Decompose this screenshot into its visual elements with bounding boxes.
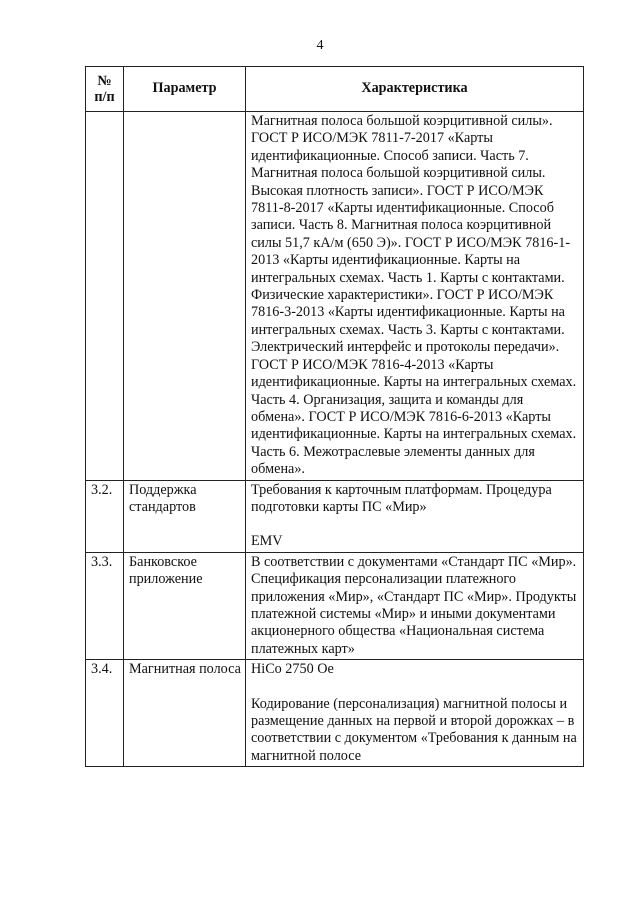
cell-characteristic [246,480,584,552]
characteristic-paragraph: Требования к карточным платформам. Процедура подготовки карты ПС «Мир» [251,481,552,515]
table-header-row [86,67,584,112]
characteristic-paragraph: EMV [251,533,283,550]
header-number: № п/п [86,67,124,112]
page-number: 4 [316,38,324,53]
header-parameter: Параметр [124,67,246,112]
cell-number-empty [86,112,124,481]
header-characteristic: Характеристика [246,67,584,112]
table-row [86,660,584,767]
cell-characteristic [246,660,584,767]
cell-characteristic: В соответствии с документами «Стандарт ПС «Мир». Спецификация персонализации платежного приложения «Мир», «Стандарт ПС «Мир». Продукты платежной системы «Мир» и иными документами акционерного общества «Национальная система платежных карт» [246,552,584,659]
cell-parameter: Поддержка стандартов [124,480,246,552]
specification-table [85,66,584,767]
cell-characteristic-continuation: Магнитная полоса большой коэрцитивной силы». ГОСТ Р ИСО/МЭК 7811-7-2017 «Карты идентификационные. Способ записи. Часть 7. Магнитная полоса большой коэрцитивной силы. Высокая плотность записи». ГОСТ Р ИСО/МЭК 7811-8-2017 «Карты идентификационные. Способ записи. Часть 8. Магнитная полоса коэрцитивной силы 51,7 кА/м (650 Э)». ГОСТ Р ИСО/МЭК 7816-1-2013 «Карты идентификационные. Карты на интегральных схемах. Часть 1. Карты с контактами. Физические характеристики». ГОСТ Р ИСО/МЭК 7816-3-2013 «Карты идентификационные. Карты на интегральных схемах. Часть 3. Карты с контактами. Электрический интерфейс и протоколы передачи». ГОСТ Р ИСО/МЭК 7816-4-2013 «Карты идентификационные. Карты на интегральных схемах. Часть 4. Организация, защита и команды для обмена». ГОСТ Р ИСО/МЭК 7816-6-2013 «Карты идентификационные. Карты на интегральных схемах. Часть 6. Межотраслевые элементы данных для обмена». [246,112,584,481]
cell-parameter-empty [124,112,246,481]
cell-number: 3.4. [86,660,124,767]
table-row [86,552,584,659]
table-row [86,480,584,552]
cell-number: 3.2. [86,480,124,552]
cell-parameter: Банковское приложение [124,552,246,659]
table-row-continuation [86,112,584,481]
characteristic-paragraph: Кодирование (персонализация) магнитной полосы и размещение данных на первой и второй дорожках – в соответствии с документом «Требования к данным на магнитной полосе [251,695,577,764]
characteristic-paragraph: HiCo 2750 Oe [251,661,334,678]
cell-parameter: Магнитная полоса [124,660,246,767]
cell-number: 3.3. [86,552,124,659]
